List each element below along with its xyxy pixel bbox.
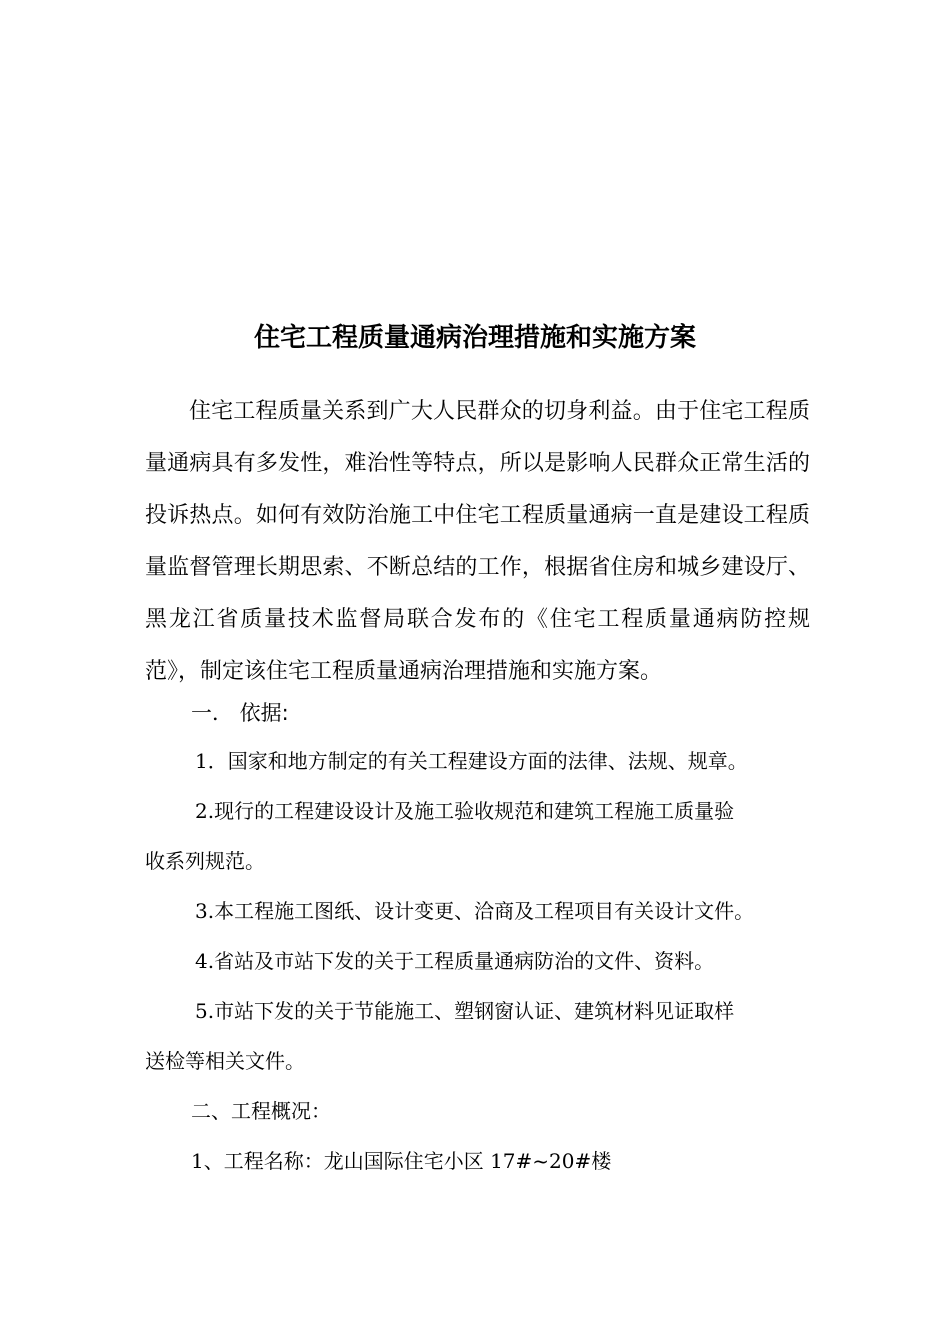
intro-paragraph: 住宅工程质量关系到广大人民群众的切身利益。由于住宅工程质量通病具有多发性，难治性等特点，所以是影响人民群众正常生活的投诉热点。如何有效防治施工中住宅工程质量通病一直是建设工程质量监督管理长期思索、不断总结的工作，根据省住房和城乡建设厅、黑龙江省质量技术监督局联合发布的《住宅工程质量通病防控规范》，制定该住宅工程质量通病治理措施和实施方案。 [145, 399, 810, 684]
section-heading-overview: 二、工程概况： [191, 1099, 331, 1123]
list-item: 4.省站及市站下发的关于工程质量通病防治的文件、资料。 [195, 949, 715, 973]
document-title: 住宅工程质量通病治理措施和实施方案 [253, 323, 696, 353]
list-item-continuation: 收系列规范。 [145, 849, 265, 873]
list-item-continuation: 送检等相关文件。 [145, 1049, 305, 1073]
list-item: 3.本工程施工图纸、设计变更、洽商及工程项目有关设计文件。 [195, 899, 755, 923]
section-heading-basis: 一． 依据: [191, 701, 289, 725]
list-item: 2.现行的工程建设设计及施工验收规范和建筑工程施工质量验 [195, 799, 735, 823]
list-item: 1．国家和地方制定的有关工程建设方面的法律、法规、规章。 [195, 749, 748, 773]
project-name-line: 1、工程名称：龙山国际住宅小区 17#~20#楼 [191, 1149, 612, 1173]
list-item: 5.市站下发的关于节能施工、塑钢窗认证、建筑材料见证取样 [195, 999, 735, 1023]
